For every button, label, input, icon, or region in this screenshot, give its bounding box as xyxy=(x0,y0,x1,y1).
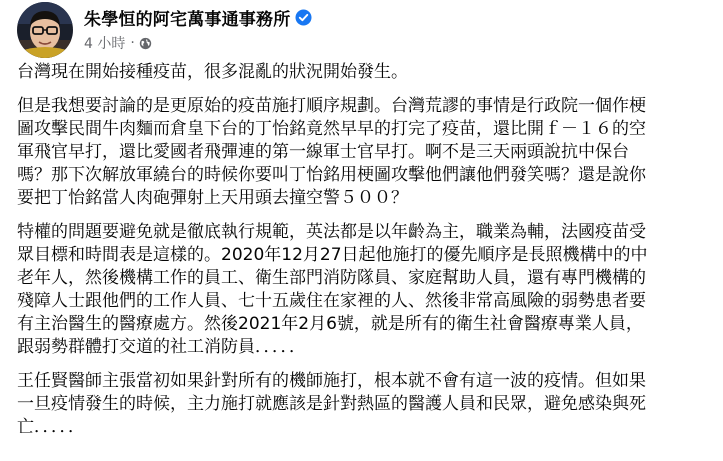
author-avatar[interactable] xyxy=(17,2,73,58)
post-paragraph: 台灣現在開始接種疫苗，很多混亂的狀況開始發生。 xyxy=(17,62,408,82)
post-header xyxy=(17,2,312,58)
post-timestamp[interactable]: 4 小時 xyxy=(84,36,126,52)
author-name[interactable]: 朱學恒的阿宅萬事通事務所 xyxy=(84,9,291,30)
post-paragraph: 但是我想要討論的是更原始的疫苗施打順序規劃。台灣荒謬的事情是行政院一個作梗 圖攻擊民間牛肉麵而倉皇下台的丁怡銘竟然早早的打完了疫苗，還比開ｆ－１６的空 軍飛官早打，還比愛國者飛彈連的第一線軍士官早打。啊不是三天兩頭說抗中保台 嗎？那下次解放軍繞台的時候你要叫丁怡銘用梗圖攻擊他們讓他們發笑嗎？還是說你 要把丁怡銘當人肉砲彈射上天用頭去撞空警５００？ xyxy=(17,96,646,208)
post-meta xyxy=(84,5,312,52)
post-paragraph: 特權的問題要避免就是徹底執行規範，英法都是以年齡為主，職業為輔，法國疫苗受 眾目標和時間表是這樣的。2020年12月27日起他施打的優先順序是長照機構中的中 老年人，然後機構工作的員工、衛生部門消防隊員、家庭幫助人員，還有專門機構的 殘障人士跟他們的工作人員、七十五歲住在家裡的人、然後非常高風險的弱勢患者要 有主治醫生的醫療處方。然後2021年2月6號，就是所有的衛生社會醫療專業人員， 跟弱勢群體打交道的社工消防員．．．．． xyxy=(17,222,648,357)
post-body xyxy=(17,61,717,450)
separator-dot: · xyxy=(130,35,135,51)
globe-icon[interactable] xyxy=(139,37,152,50)
author-row xyxy=(84,5,312,29)
time-row xyxy=(84,34,312,52)
verified-badge-icon xyxy=(295,9,312,26)
post-paragraph: 王任賢醫師主張當初如果針對所有的機師施打，根本就不會有這一波的疫情。但如果 一旦疫情發生的時候，主力施打就應該是針對熱區的醫護人員和民眾，避免感染與死 亡．．．．． xyxy=(17,371,646,437)
profile-photo-icon xyxy=(17,2,73,58)
